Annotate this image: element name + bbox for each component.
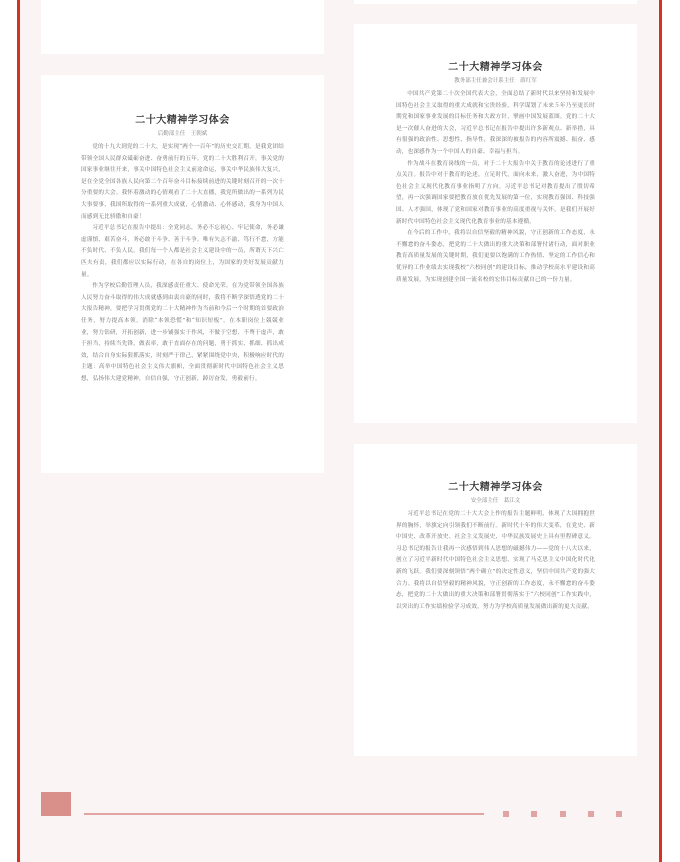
card-title: 二十大精神学习体会	[448, 482, 543, 493]
document-card-safety	[354, 444, 637, 756]
document-card-logistics	[41, 75, 324, 473]
card-byline: 安全部主任 葛江文	[470, 498, 521, 504]
card-paragraph: 在今后的工作中，我将以自信坚毅的精神风貌，守正创新的工作态度，永不懈怠的奋斗姿态，把党的二十大做出的重大决策和部署付诸行动，面对职业教育高质量发展的关键时期，我们更要以饱满的工作热情、坚定的工作信心和优异的工作业绩去实现我校“六校同创”的建设目标，推动学校高水平建设和高质量发展，为实现创建全国一流名校的宏伟目标贡献自己的一份力量。	[396, 230, 595, 283]
card-paragraph: 党的十九大到党的二十大，是实现“两个一百年”的历史交汇期，是我党团结带领全国人民群众砥砺奋进、奋勇前行的五年。党的二十大胜利召开，事关党的国家事业继往开来，事关中国特色社会主义前途命运，事关中华民族伟大复兴，是在全党全国各族人民向第二个百年奋斗目标接续前进的关键时刻召开的一次十分重要的大会。我怀着激动的心情观看了二十大直播，我党所做出的一系列为民大事要事，我国所取得的一系列重大成就，心情激动、心怀感动，我身为中国人而感到无比骄傲和自豪！	[81, 144, 284, 220]
card-paragraph: 习近平总书记在报告中提出：全党同志，务必不忘初心、牢记使命，务必谦虚谨慎、艰苦奋斗，务必敢于斗争、善于斗争。唯有矢志不渝、笃行不怠，方能不负时代、不负人民。我们每一个人都是社会主义建设中的一员，所谓天下兴亡匹夫有责，我们都应以实际行动，在各自的岗位上，为国家的美好发展贡献力量。	[81, 225, 284, 278]
card-paragraph: 作为战斗在教育岗线的一员，对于二十大报告中关于教育的论述进行了重点关注。报告中对于教育的论述，立足时代，面向未来，激人奋进，为中国特色社会主义现代化教育事业指明了方向。习近平总书记对教育提出了殷切希望，再一次强调国家要把教育放在优先发展的第一位，实现教育强国、科技强国、人才强国，体现了党和国家对教育事业的高度重视与关怀，是我们开展好新时代中国特色社会主义现代化教育事业的基本遵循。	[396, 160, 595, 225]
card-title: 二十大精神学习体会	[448, 62, 543, 73]
card-byline: 教务部主任兼会计系主任 薛红军	[454, 78, 537, 84]
card-body	[81, 142, 284, 385]
footer-dot	[560, 811, 566, 817]
card-paragraph: 习近平总书记在党的二十大大会上作的报告主题鲜明，体现了大国拥抱世界的胸怀，举旗定向引领我们不断前行。新时代十年的伟大变革，在党史、新中国史、改革开放史、社会主义发展史、中华民族发展史上具有里程碑意义。习总书记的报告让我再一次感悟到伟人思想的磁撼伟力——党的十八大以来，创立了习近平新时代中国特色社会主义思想，实现了马克思主义中国化时代化新的飞跃。我们要深刻领悟“两个确立”的决定性意义，坚信中国共产党的强大合力。我将以自信坚毅的精神风貌，守正创新的工作态度，永不懈怠的奋斗姿态，把党的二十大做出的重大决策和部署贯彻落实于“六校同创”工作实践中，以突出的工作实绩检验学习成效，努力为学校高质量发展做出新的更大贡献。	[396, 511, 595, 610]
footer-dot	[588, 811, 594, 817]
card-paragraph: 作为学校后勤管理人员，我深感责任重大、使命光荣。在为党带领全国各族人民努力奋斗取得的伟大成就感到由衷自豪的同时，我将不断学深悟透党的二十大报告精神，要把学习贯彻党的二十大精神作为当前和今后一个时期的首要政治任务，努力提高本领，消除“本领恐慌”和“知识短板”，在本职岗位上兢兢业业，努力钻研，开拓创新，进一步铺强实干作风，不做于空想、不骛于虚声，敢于担当，持续当先锋，做表率，敢于直面存在的问题，勇于抓实、抓细、抓出成效，结合自身实际狠抓落实，时刻严于律己，紧紧围绕党中央，积极响应时代的主题：高举中国特色社会主义伟大旗帜，全面贯彻新时代中国特色社会主义思想，弘扬伟大建党精神，自信自强，守正创新，踔厉奋发，勇毅前行。	[81, 283, 284, 382]
card-body	[396, 89, 595, 286]
footer-dot	[616, 811, 622, 817]
document-card-academic-affairs	[354, 24, 637, 423]
card-title: 二十大精神学习体会	[135, 115, 230, 126]
footer-accent-square	[41, 792, 71, 816]
footer-dot	[503, 811, 509, 817]
footer-dot	[531, 811, 537, 817]
footer-divider-line	[84, 813, 484, 815]
document-card-partial-left	[41, 0, 324, 54]
card-paragraph: 中国共产党第二十次全国代表大会，全面总结了新时代以来坚持和发展中国特色社会主义取得的重大成就和宝贵经验，科学谋划了未来５年乃至更长时期党和国家事业发展的目标任务和大政方针，擘画中国发展蓝图。党的二十大是一次催人奋进的大会，习近平总书记在报告中提出许多新观点、新举措，具有很强的政治性、思想性、指导性，我深深的被报告的内容所震撼、振奋、感动，也深感作为一个中国人的自豪、幸福与担当。	[396, 91, 595, 155]
card-body	[396, 509, 595, 613]
card-byline: 后勤部主任 王朝斌	[157, 131, 208, 137]
document-card-partial-right	[354, 0, 637, 4]
